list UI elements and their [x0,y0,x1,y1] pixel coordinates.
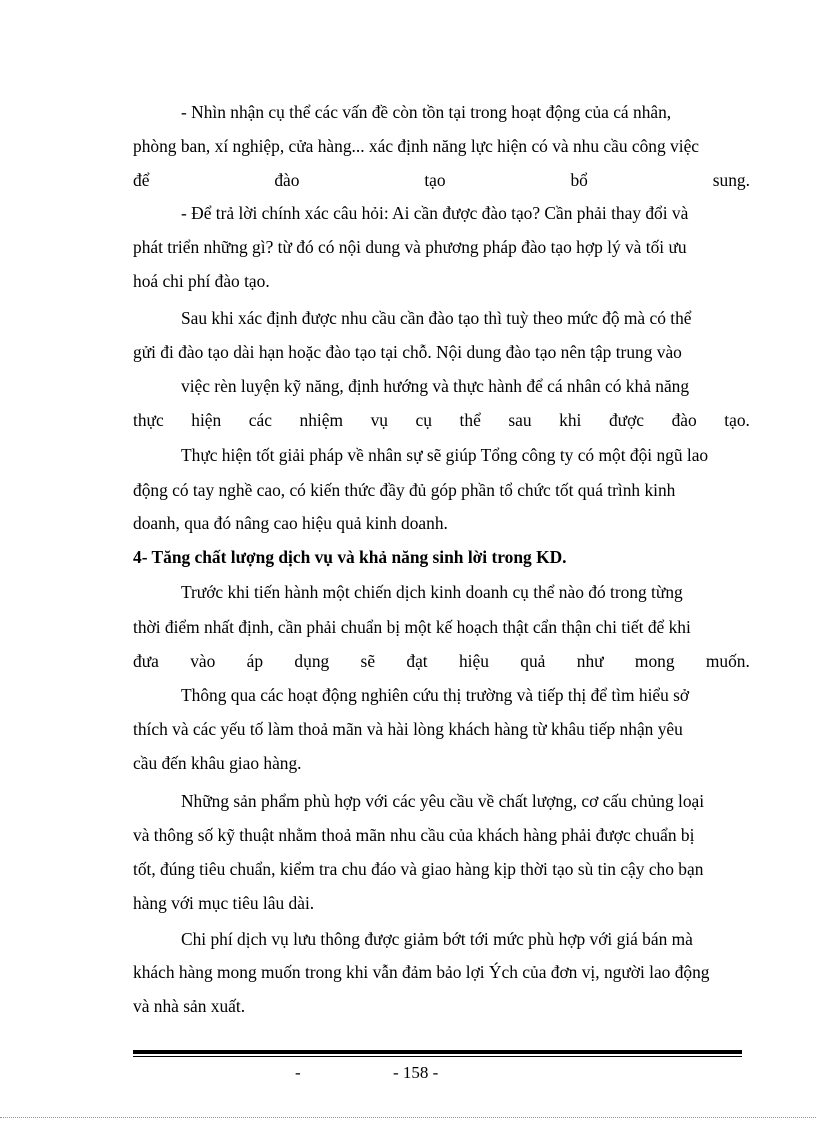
word: đào [274,170,300,190]
word: đào [671,410,697,430]
word: áp [246,651,264,671]
word: hiệu [458,651,489,671]
word: khi [559,410,582,430]
word: thể [459,410,481,430]
body-line: doanh, qua đó nâng cao hiệu quả kinh doanh. [133,513,448,533]
word: các [248,410,272,430]
body-line: - Nhìn nhận cụ thể các vấn đề còn tồn tại trong hoạt động của cá nhân, [181,102,672,122]
body-line: hoá chi phí đào tạo. [133,271,270,291]
word: vụ [370,410,388,430]
footer-rule-thick [133,1050,742,1054]
body-line: và thông số kỹ thuật nhằm thoả mãn nhu cầu của khách hàng phải được chuẩn bị [133,825,695,845]
word: tạo [424,170,446,190]
body-line: - Để trả lời chính xác câu hỏi: Ai cần được đào tạo? Cần phải thay đổi và [181,203,689,223]
word: cụ [415,410,432,430]
body-line: phát triển những gì? từ đó có nội dung và phương pháp đào tạo hợp lý và tối ưu [133,237,687,257]
word: nhiệm [299,410,343,430]
body-line: và nhà sản xuất. [133,996,246,1016]
word: sẽ [360,651,376,671]
word: vào [190,651,216,671]
body-line: Thông qua các hoạt động nghiên cứu thị trường và tiếp thị để tìm hiểu sở [181,685,690,705]
section-heading: 4- Tăng chất lượng dịch vụ và khả năng sinh lời trong KD. [133,547,567,567]
word: bổ [570,170,588,190]
body-line: gửi đi đào tạo dài hạn hoặc đào tạo tại chỗ. Nội dung đào tạo nên tập trung vào [133,342,682,362]
body-line: khách hàng mong muốn trong khi vẫn đảm bảo lợi Ých của đơn vị, người lao động [133,962,710,982]
body-line: Chi phí dịch vụ lưu thông được giảm bớt tới mức phù hợp với giá bán mà [181,929,693,949]
body-line: Sau khi xác định được nhu cầu cần đào tạo thì tuỳ theo mức độ mà có thể [181,308,692,328]
word: tạo. [724,410,750,430]
word: như [576,651,604,671]
body-line: thích và các yếu tố làm thoả mãn và hài lòng khách hàng từ khâu tiếp nhận yêu [133,719,683,739]
body-line: cầu đến khâu giao hàng. [133,753,302,773]
body-line: thời điểm nhất định, cần phải chuẩn bị một kế hoạch thật cẩn thận chi tiết để khi [133,617,691,637]
word: đưa [133,651,159,671]
word: quả [520,651,546,671]
body-line: động có tay nghề cao, có kiến thức đầy đủ góp phần tổ chức tốt quá trình kinh [133,480,676,500]
word: mong [634,651,675,671]
word: được [608,410,644,430]
body-line: phòng ban, xí nghiệp, cửa hàng... xác định năng lực hiện có và nhu cầu công việc [133,136,700,156]
justified-line [133,650,750,672]
body-line: Những sản phẩm phù hợp với các yêu cầu về chất lượng, cơ cấu chủng loại [181,791,705,811]
body-line: tốt, đúng tiêu chuẩn, kiểm tra chu đáo và giao hàng kịp thời tạo sù tin cậy cho bạn [133,859,704,879]
word: dụng [294,651,330,671]
body-line: Trước khi tiến hành một chiến dịch kinh doanh cụ thể nào đó trong từng [181,582,683,602]
word: muốn. [705,651,750,671]
footer-rule-thin [133,1056,742,1057]
body-line: hàng với mục tiêu lâu dài. [133,893,315,913]
word: hiện [191,410,222,430]
justified-line [133,409,750,431]
word: để [133,170,150,190]
body-line: việc rèn luyện kỹ năng, định hướng và thực hành để cá nhân có khả năng [181,376,690,396]
footer-dash: - [295,1063,301,1082]
body-line: Thực hiện tốt giải pháp về nhân sự sẽ giúp Tổng công ty có một đội ngũ lao [181,445,709,465]
word: sau [508,410,532,430]
word: đạt [406,651,428,671]
word: sung. [712,170,750,190]
page-number: - 158 - [393,1063,439,1082]
word: thực [133,410,164,430]
page-bottom-border [0,1117,816,1118]
justified-line [133,169,750,191]
